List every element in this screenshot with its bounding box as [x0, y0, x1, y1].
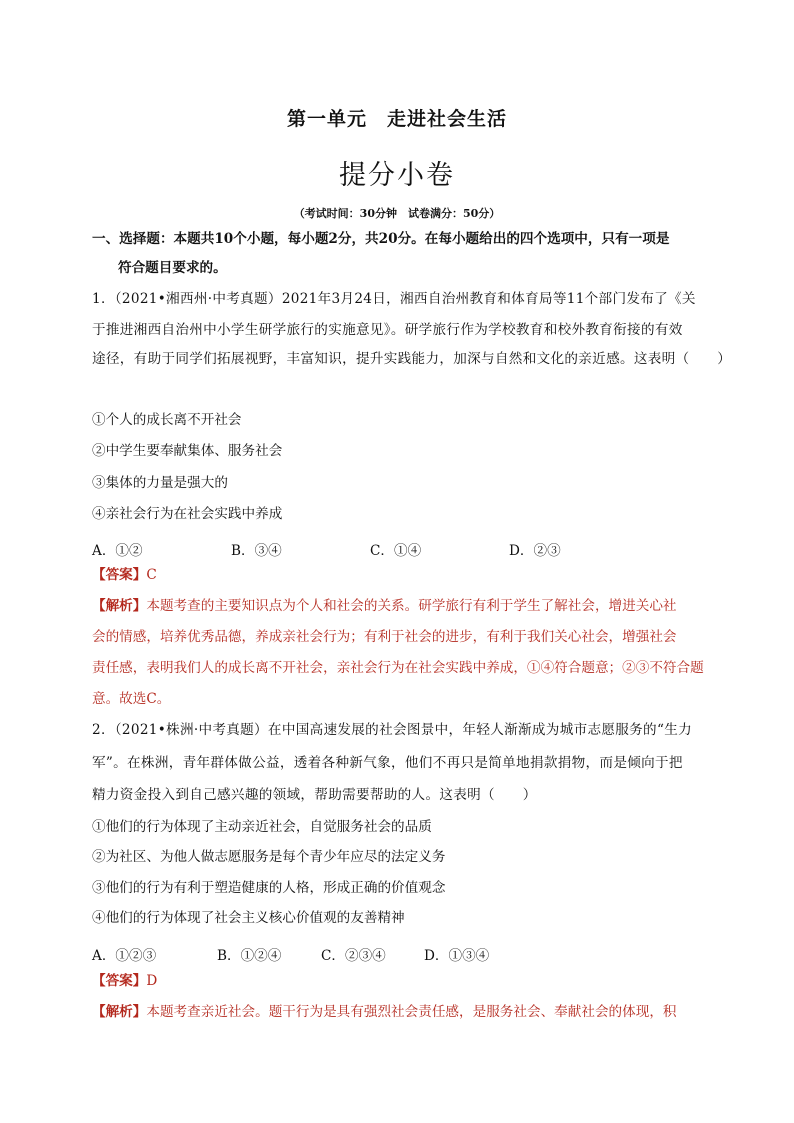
q1-item-2: ②中学生要奉献集体、服务社会 — [92, 443, 283, 459]
q1-option-a: A．①② — [92, 543, 143, 559]
q1-analysis-line1 — [92, 600, 702, 614]
q2-item-3: ③他们的行为有利于塑造健康的人格，形成正确的价值观念 — [92, 880, 446, 896]
section-heading-line1: 一、选择题：本题共10个小题，每小题2分，共20分。在每小题给出的四个选项中，只有一项是 — [92, 231, 670, 247]
q2-option-b: B．①②④ — [217, 948, 282, 964]
q2-item-2: ②为社区、为他人做志愿服务是每个青少年应尽的法定义务 — [92, 849, 446, 865]
q2-answer — [92, 975, 702, 989]
q1-analysis-label: 【解析】 — [92, 598, 147, 614]
q2-analysis-label: 【解析】 — [92, 1004, 147, 1020]
q2-option-d: D．①③④ — [424, 948, 490, 964]
q2-analysis-line1 — [92, 1006, 702, 1020]
q2-stem-line1: 2．（2021•株洲·中考真题）在中国高速发展的社会图景中，年轻人渐渐成为城市志愿服务的“生力 — [92, 722, 692, 738]
q1-analysis-text1: 本题考查的主要知识点为个人和社会的关系。研学旅行有利于学生了解社会，增进关心社 — [146, 598, 677, 614]
q2-answer-value: D — [146, 973, 158, 989]
q1-stem-line3: 途径，有助于同学们拓展视野，丰富知识，提升实践能力，加深与自然和文化的亲近感。这表明（ ） — [92, 351, 732, 367]
q1-stem-line2: 于推进湘西自治州中小学生研学旅行的实施意见》。研学旅行作为学校教育和校外教育衔接的有效 — [92, 322, 683, 338]
unit-title: 第一单元 走进社会生活 — [286, 108, 507, 130]
q1-option-b: B．③④ — [231, 543, 282, 559]
q1-item-1: ①个人的成长离不开社会 — [92, 412, 242, 428]
q2-answer-label: 【答案】 — [92, 973, 147, 989]
q1-option-d: D．②③ — [509, 543, 561, 559]
q2-stem-line2: 军”。在株洲，青年群体做公益，透着各种新气象，他们不再只是简单地捐款捐物，而是倾向于把 — [92, 755, 683, 771]
q1-analysis-line2: 会的情感，培养优秀品德，养成亲社会行为；有利于社会的进步，有利于我们关心社会，增强社会 — [92, 629, 677, 645]
q2-stem-line3: 精力资金投入到自己感兴趣的领域，帮助需要帮助的人。这表明（ ） — [92, 787, 537, 803]
q1-analysis-line4: 意。故选C。 — [92, 691, 171, 707]
q1-item-3: ③集体的力量是强大的 — [92, 475, 228, 491]
q2-item-4: ④他们的行为体现了社会主义核心价值观的友善精神 — [92, 910, 405, 926]
paper-title: 提分小卷 — [339, 160, 455, 191]
q2-item-1: ①他们的行为体现了主动亲近社会，自觉服务社会的品质 — [92, 819, 432, 835]
q1-stem-line1: 1．（2021•湘西州·中考真题）2021年3月24日，湘西自治州教育和体育局等11个部门发布了《关 — [92, 291, 696, 307]
q1-answer-value: C — [146, 567, 157, 583]
q2-option-a: A．①②③ — [92, 948, 157, 964]
q1-option-c: C．①④ — [370, 543, 422, 559]
q1-answer-label: 【答案】 — [92, 567, 147, 583]
q1-item-4: ④亲社会行为在社会实践中养成 — [92, 506, 283, 522]
q2-analysis-text1: 本题考查亲近社会。题干行为是具有强烈社会责任感，是服务社会、奉献社会的体现，积 — [146, 1004, 677, 1020]
q2-option-c: C．②③④ — [321, 948, 386, 964]
section-heading-line2: 符合题目要求的。 — [118, 260, 227, 276]
q1-analysis-line3: 责任感，表明我们人的成长离不开社会，亲社会行为在社会实践中养成，①④符合题意；②③不符合题 — [92, 660, 704, 676]
exam-meta: （考试时间：30分钟 试卷满分：50分） — [293, 207, 501, 220]
q1-answer — [92, 569, 702, 583]
